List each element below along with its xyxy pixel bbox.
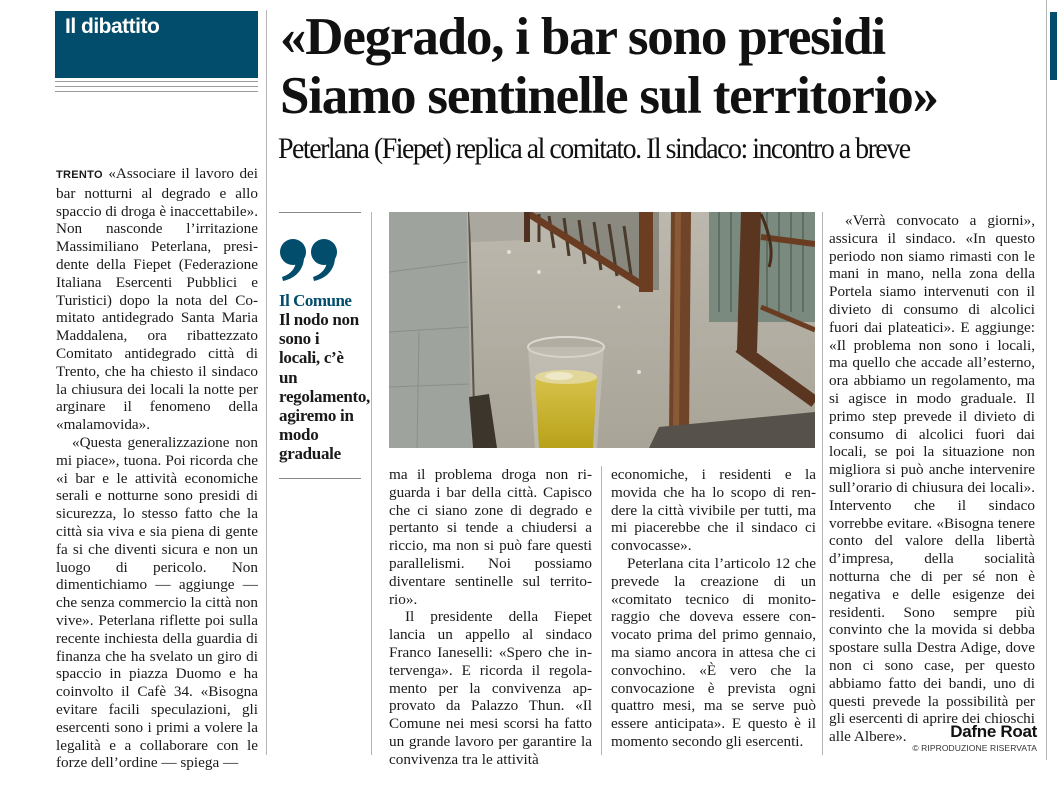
pull-quote xyxy=(279,212,370,479)
headline-line-2: Siamo sentinelle sul territorio» xyxy=(280,67,938,125)
paragraph: Peterlana cita l’articolo 12 che prevede la creazione di un «comitato tecnico di monitoraggio che doveva essere convocato prima del primo gennaio, ma siamo ancora in attesa che ci convochino. «È vero che la convocazione è prevista ogni quattro mesi, ma se serve può essere anticipata». E questo è il momento secondo gli esercenti. xyxy=(611,554,816,750)
column-divider xyxy=(266,10,267,755)
adjacent-article-edge xyxy=(1050,12,1057,80)
dateline: TRENTO xyxy=(56,169,103,181)
photo-beer-cup-on-pavement xyxy=(389,212,815,448)
column-divider xyxy=(601,466,602,755)
kicker-rules xyxy=(55,81,258,96)
subheadline: Peterlana (Fiepet) replica al comitato. Il sindaco: incontro a breve xyxy=(278,132,910,165)
article-column-3 xyxy=(389,466,592,769)
section-kicker xyxy=(55,11,258,78)
pull-quote-source: Il Comune xyxy=(279,291,352,310)
paragraph: «Verrà convocato a giorni», assicura il sindaco. «In questo periodo non siamo rimasti con le mani in mano, nella zona della Portela siamo intervenuti con il divieto di consumo di alcolici fuori dai plateatici». E aggiunge: «Il problema non sono i locali, ma quello che accade all’esterno, ora abbiamo un regolamento, ma si agisce in modo graduale. Il primo step prevede il divieto di consumo di alcolici fuori dai locali, se poi la situazione non migliora si può anche intervenire sull’orario di chiusura dei locali». Intervento che il sindaco vorrebbe evitare. «Bisogna tenere conto del valore della libertà d’impresa, della socialità notturna che di per sé non è negativa e delle esigenze dei residenti. Sono sempre più convinto che la movida si debba spostare sulla Destra Adige, dove non ci sono case, per questo abbiamo fatto dei bandi, uno di questi prevede la possibilità per gli esercenti di aprire dei chioschi alle Albere». xyxy=(829,212,1035,746)
section-kicker-label: Il dibattito xyxy=(65,15,160,38)
column-divider xyxy=(1046,0,1047,760)
byline: Dafne Roat xyxy=(950,722,1037,741)
column-divider xyxy=(822,212,823,755)
article-photo xyxy=(389,212,815,448)
paragraph: ma il problema droga non riguarda i bar della città. Capisco che ci siano zone di degrado e pertanto si tende a chiudersi a riccio, ma non si può fare questi parallelismi. Noi possiamo diventare sentinelle sul territorio». xyxy=(389,466,592,608)
pull-quote-bottom-rule xyxy=(279,478,361,479)
pull-quote-text: Il nodo non sono i locali, c’è un regolamento, agiremo in modo graduale xyxy=(279,310,370,464)
quote-marks-icon-svg xyxy=(279,238,341,282)
paragraph: «Questa generalizzazione non mi piace», tuona. Poi ricorda che «i bar e le attività economiche serali e notturne sono presidi di sicurezza, lo stesso fatto che la città sia viva e sia piena di gente fa si che diventi sicura e non un luogo di pericolo. Non dimentichiamo — aggiunge — che senza commercio la città non vive». Peterlana riflette poi sulla recente inchiesta della guardia di finanza che ha svelato un giro di spaccio in piazza Duomo e ha coinvolto il Cafè 34. «Bisogna evitare facili speculazioni, gli esercenti sono i primi a volere la legalità e a collaborare con le forze dell’ordine — spiega — xyxy=(56,433,258,772)
paragraph: Il presidente della Fiepet lancia un appello al sindaco Franco Ianeselli: «Spero che intervenga». E ricorda il regolamento per la convivenza approvato da Palazzo Thun. «Il Comune nei mesi scorsi ha fatto un grande lavoro per garantire la convivenza tra le attività xyxy=(389,608,592,768)
headline-line-1: «Degrado, i bar sono presidi xyxy=(280,8,885,66)
copyright-notice: © RIPRODUZIONE RISERVATA xyxy=(912,743,1037,753)
article-column-5 xyxy=(829,212,1035,746)
quote-marks-icon xyxy=(279,225,361,277)
article-column-1 xyxy=(56,165,258,772)
paragraph-text: «Associare il lavoro dei bar notturni al degrado e allo spaccio di droga è inaccettabile». Non nasconde l’irritazione Massimiliano Peterlana, presidente della Fiepet (Federazione Italiana Esercenti Pubblici e Turistici) dopo la nota del Comitato antidegrado Santa Maria Maddalena, ora ribattezzato Comitato antidegrado città di Trento, che ha chiesto il sindaco la chiusura dei locali la notte per arginare il fenomeno della «malamovida». xyxy=(56,165,258,434)
paragraph xyxy=(56,165,258,434)
pull-quote-top-rule xyxy=(279,212,361,213)
article-column-4 xyxy=(611,466,816,751)
headline xyxy=(280,8,1040,126)
column-divider xyxy=(371,212,372,755)
paragraph: economiche, i residenti e la movida che ha lo scopo di rendere la città vivibile per tutti, ma mi piacerebbe che il sindaco ci convocasse». xyxy=(611,466,816,555)
